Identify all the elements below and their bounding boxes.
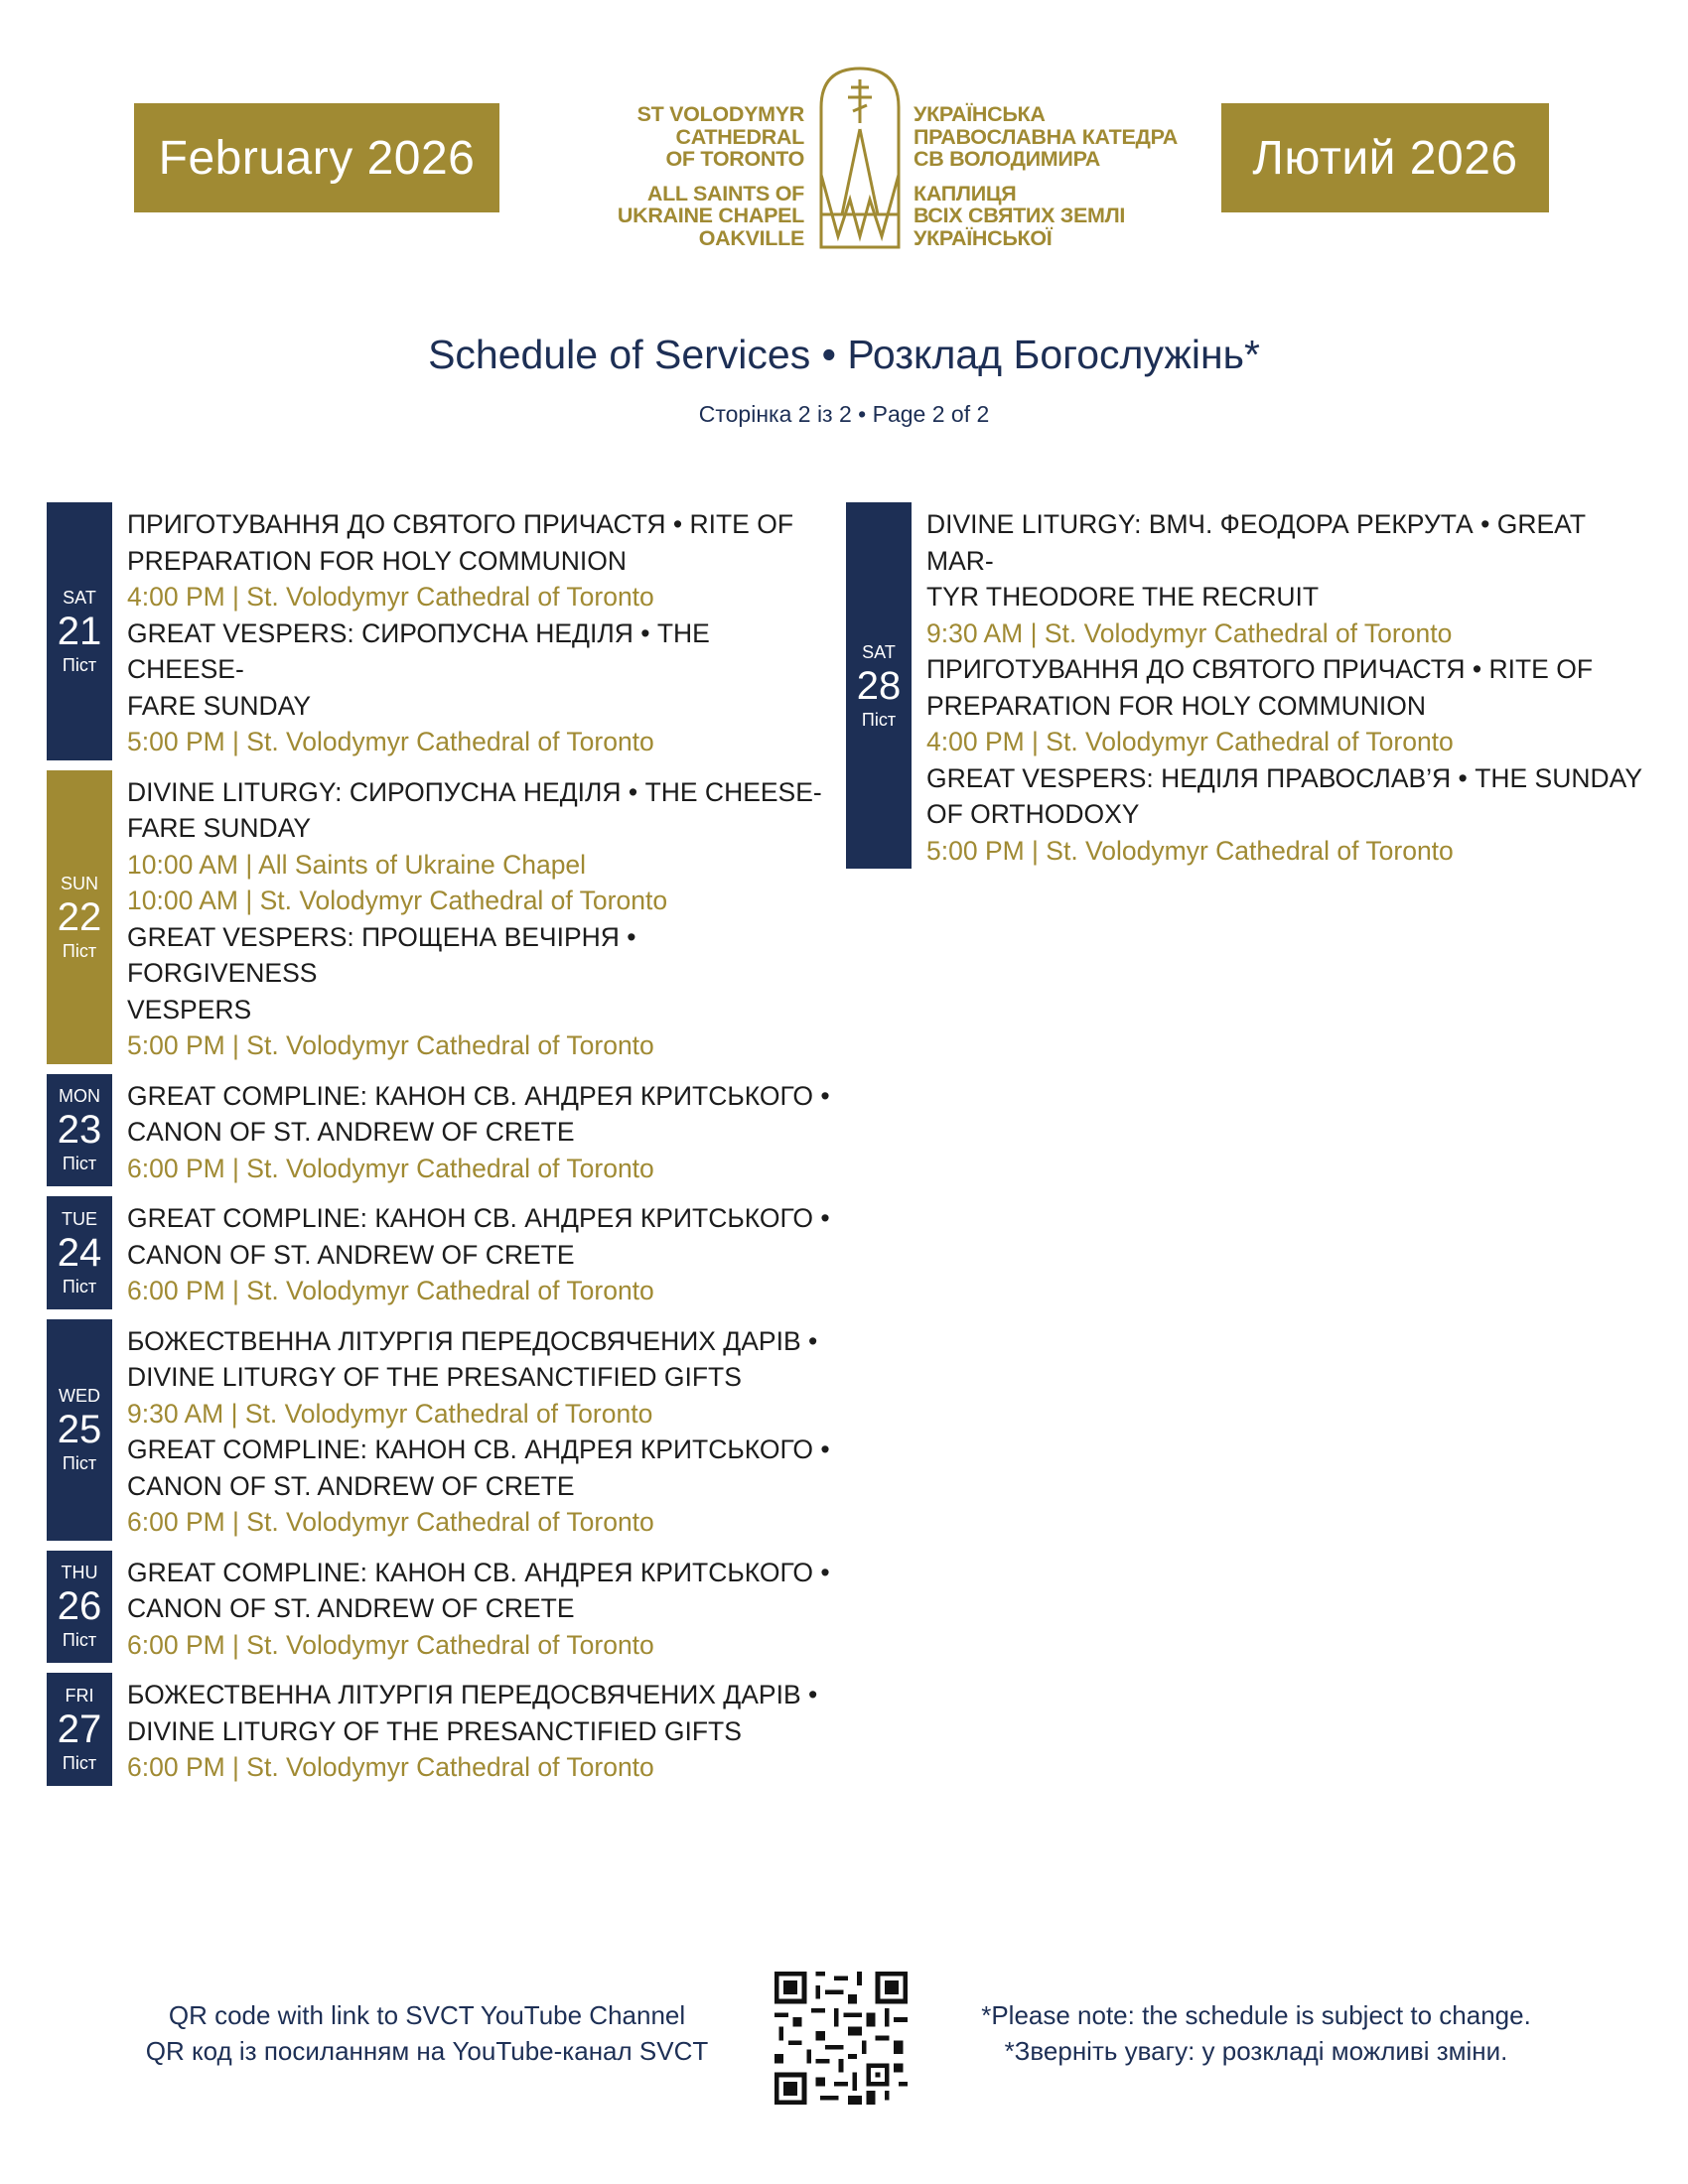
- service-name: GREAT VESPERS: НЕДІЛЯ ПРАВОСЛАВ’Я • THE SUNDAY: [926, 762, 1643, 793]
- disclaimer-uk: *Зверніть увагу: у розкладі можливі зміни.: [1004, 2036, 1508, 2066]
- service-time-location: 5:00 PM | St. Volodymyr Cathedral of Toronto: [127, 1030, 654, 1060]
- service-name: GREAT COMPLINE: КАНОН СВ. АНДРЕЯ КРИТСЬКОГО •: [127, 1434, 830, 1464]
- page-subtitle: Сторінка 2 із 2 • Page 2 of 2: [698, 401, 990, 427]
- logo-line: ПРАВОСЛАВНА КАТЕДРА: [914, 124, 1178, 149]
- date-badge: [47, 1551, 112, 1664]
- logo-line: OF TORONTO: [665, 147, 804, 171]
- day-number: 22: [57, 894, 102, 939]
- logo-line: СВ ВОЛОДИМИРА: [914, 147, 1100, 171]
- fast-label: Піст: [62, 940, 97, 961]
- service-list: [926, 502, 1650, 869]
- service-time-location: 6:00 PM | St. Volodymyr Cathedral of Toronto: [127, 1507, 654, 1537]
- logo-line: ВСІХ СВЯТИХ ЗЕМЛІ: [914, 204, 1126, 227]
- day-of-week: MON: [59, 1086, 100, 1107]
- service-name: PREPARATION FOR HOLY COMMUNION: [127, 545, 628, 576]
- date-badge: [47, 1319, 112, 1541]
- service-name: БОЖЕСТВЕННА ЛІТУРГІЯ ПЕРЕДОСВЯЧЕНИХ ДАРІВ •: [127, 1325, 818, 1356]
- service-time-location: 5:00 PM | St. Volodymyr Cathedral of Toronto: [127, 727, 654, 756]
- schedule-day: [47, 1551, 831, 1664]
- service-time-location: 6:00 PM | St. Volodymyr Cathedral of Toronto: [127, 1752, 654, 1782]
- service-time-location: 6:00 PM | St. Volodymyr Cathedral of Toronto: [127, 1629, 654, 1660]
- service-name: TYR THEODORE THE RECRUIT: [926, 582, 1320, 612]
- logo-line: UKRAINE CHAPEL: [617, 204, 804, 227]
- month-label-en: February 2026: [134, 103, 499, 212]
- service-list: [127, 1673, 831, 1786]
- qr-caption-uk: QR код із посиланням на YouTube-канал SVCT: [145, 2036, 709, 2066]
- logo-line: КАПЛИЦЯ: [914, 181, 1017, 205]
- day-of-week: WED: [59, 1386, 100, 1406]
- service-time-location: 6:00 PM | St. Volodymyr Cathedral of Toronto: [127, 1276, 654, 1305]
- service-time-location: 4:00 PM | St. Volodymyr Cathedral of Toronto: [926, 727, 1454, 756]
- date-badge: [47, 1673, 112, 1786]
- disclaimer-en: *Please note: the schedule is subject to change.: [981, 2000, 1531, 2030]
- logo-line: ALL SAINTS OF: [646, 181, 804, 205]
- month-label-uk: Лютий 2026: [1221, 103, 1549, 212]
- day-of-week: FRI: [65, 1685, 94, 1706]
- fast-label: Піст: [62, 1453, 97, 1473]
- day-of-week: SAT: [63, 587, 96, 608]
- schedule-day: [47, 1074, 831, 1187]
- day-number: 28: [856, 663, 902, 708]
- qr-code-icon[interactable]: [774, 1972, 908, 2105]
- service-name: PREPARATION FOR HOLY COMMUNION: [926, 690, 1427, 721]
- day-of-week: TUE: [62, 1208, 97, 1229]
- service-time-location: 9:30 AM | St. Volodymyr Cathedral of Toronto: [926, 617, 1453, 648]
- service-time-location: 4:00 PM | St. Volodymyr Cathedral of Toronto: [127, 582, 654, 612]
- fast-label: Піст: [861, 709, 897, 730]
- service-name: GREAT COMPLINE: КАНОН СВ. АНДРЕЯ КРИТСЬКОГО •: [127, 1080, 830, 1111]
- day-number: 23: [57, 1108, 102, 1153]
- day-number: 25: [57, 1408, 102, 1451]
- service-name: DIVINE LITURGY: СИРОПУСНА НЕДІЛЯ • THE CHEESE-: [127, 776, 822, 807]
- schedule-day: [47, 502, 831, 760]
- service-list: [127, 502, 831, 760]
- service-name: GREAT VESPERS: СИРОПУСНА НЕДІЛЯ • THE CHEESE-: [127, 617, 710, 684]
- service-name: DIVINE LITURGY OF THE PRESANCTIFIED GIFTS: [127, 1715, 742, 1746]
- day-of-week: THU: [61, 1563, 98, 1583]
- qr-caption: [109, 1997, 745, 2069]
- service-name: CANON OF ST. ANDREW OF CRETE: [127, 1117, 575, 1147]
- service-time-location: 10:00 AM | All Saints of Ukraine Chapel: [127, 849, 587, 880]
- logo-text-ukrainian: [914, 103, 1211, 249]
- schedule-day: [47, 770, 831, 1064]
- fast-label: Піст: [62, 1154, 97, 1174]
- service-name: VESPERS: [127, 994, 252, 1024]
- logo-line: CATHEDRAL: [675, 124, 804, 149]
- schedule-day: [47, 1319, 831, 1541]
- service-list: [127, 1196, 831, 1309]
- service-name: CANON OF ST. ANDREW OF CRETE: [127, 1593, 575, 1623]
- day-number: 26: [57, 1584, 102, 1629]
- service-list: [127, 1074, 831, 1187]
- day-number: 27: [57, 1706, 102, 1751]
- service-name: DIVINE LITURGY: ВМЧ. ФЕОДОРА РЕКРУТА • GREAT MAR-: [926, 509, 1586, 576]
- schedule-column-right: [846, 502, 1650, 879]
- fast-label: Піст: [62, 1752, 97, 1773]
- logo-line: ST VOLODYMYR: [636, 102, 804, 126]
- date-badge: [47, 502, 112, 760]
- service-list: [127, 1551, 831, 1664]
- cathedral-logo-icon: [818, 66, 902, 250]
- service-name: DIVINE LITURGY OF THE PRESANCTIFIED GIFTS: [127, 1362, 742, 1392]
- service-name: GREAT COMPLINE: КАНОН СВ. АНДРЕЯ КРИТСЬКОГО •: [127, 1557, 830, 1587]
- date-badge: [47, 770, 112, 1064]
- logo-line: OAKVILLE: [698, 225, 804, 250]
- schedule-day: [47, 1673, 831, 1786]
- fast-label: Піст: [62, 654, 97, 675]
- qr-caption-en: QR code with link to SVCT YouTube Channel: [168, 2000, 686, 2030]
- date-badge: [47, 1196, 112, 1309]
- schedule-disclaimer: [953, 1997, 1559, 2069]
- service-name: GREAT VESPERS: ПРОЩЕНА ВЕЧІРНЯ • FORGIVENESS: [127, 921, 636, 988]
- day-number: 24: [57, 1230, 102, 1275]
- service-name: CANON OF ST. ANDREW OF CRETE: [127, 1470, 575, 1501]
- service-name: CANON OF ST. ANDREW OF CRETE: [127, 1239, 575, 1270]
- day-of-week: SAT: [862, 641, 896, 662]
- day-number: 21: [57, 609, 102, 653]
- service-name: OF ORTHODOXY: [926, 799, 1140, 829]
- logo-text-english: [556, 103, 804, 249]
- fast-label: Піст: [62, 1630, 97, 1651]
- service-time-location: 9:30 AM | St. Volodymyr Cathedral of Toronto: [127, 1398, 653, 1429]
- service-name: БОЖЕСТВЕННА ЛІТУРГІЯ ПЕРЕДОСВЯЧЕНИХ ДАРІВ •: [127, 1680, 818, 1709]
- page-title: Schedule of Services • Розклад Богослужінь*: [428, 332, 1260, 377]
- service-time-location: 6:00 PM | St. Volodymyr Cathedral of Toronto: [127, 1153, 654, 1183]
- day-of-week: SUN: [60, 873, 98, 893]
- service-name: ПРИГОТУВАННЯ ДО СВЯТОГО ПРИЧАСТЯ • RITE OF: [127, 509, 794, 539]
- service-name: ПРИГОТУВАННЯ ДО СВЯТОГО ПРИЧАСТЯ • RITE OF: [926, 654, 1594, 684]
- logo-line: УКРАЇНСЬКОЇ: [914, 225, 1053, 250]
- service-name: FARE SUNDAY: [127, 690, 312, 721]
- service-list: [127, 770, 831, 1064]
- date-badge: [846, 502, 912, 869]
- service-list: [127, 1319, 831, 1541]
- schedule-day: [47, 1196, 831, 1309]
- fast-label: Піст: [62, 1276, 97, 1297]
- service-time-location: 5:00 PM | St. Volodymyr Cathedral of Toronto: [926, 835, 1454, 866]
- logo-line: УКРАЇНСЬКА: [914, 102, 1046, 126]
- date-badge: [47, 1074, 112, 1187]
- schedule-column-left: [47, 502, 831, 1796]
- service-name: FARE SUNDAY: [127, 813, 312, 843]
- service-name: GREAT COMPLINE: КАНОН СВ. АНДРЕЯ КРИТСЬКОГО •: [127, 1203, 830, 1233]
- schedule-day: [846, 502, 1650, 869]
- service-time-location: 10:00 AM | St. Volodymyr Cathedral of Toronto: [127, 886, 668, 915]
